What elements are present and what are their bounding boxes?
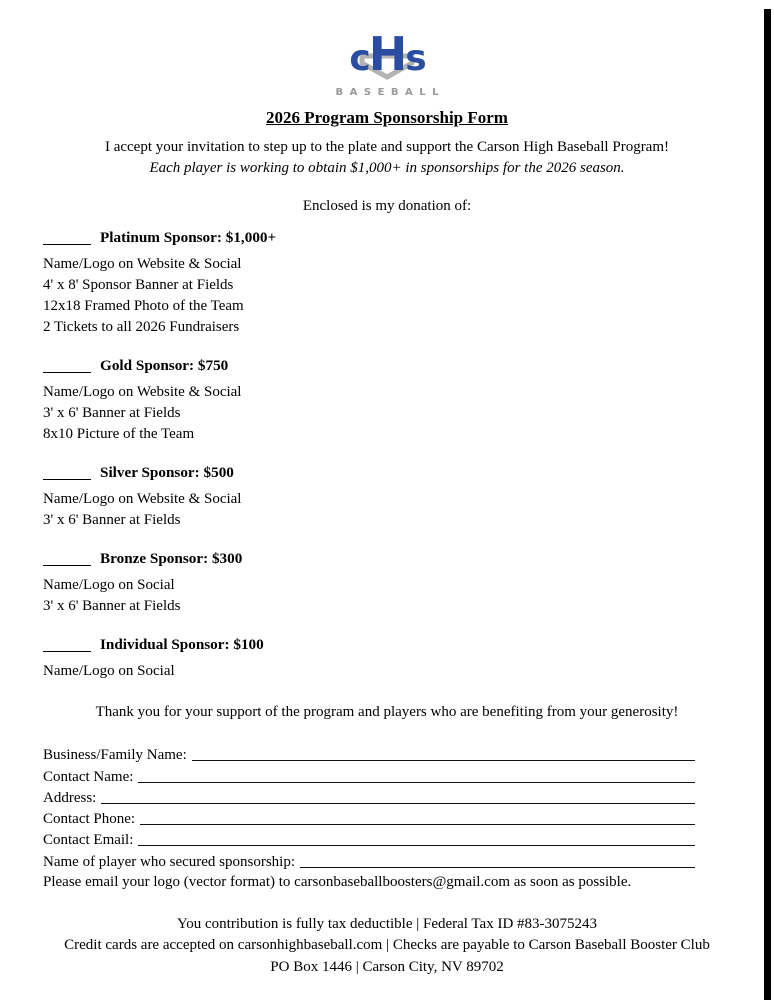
field-business-family-name (43, 743, 695, 764)
field-label: Business/Family Name: (43, 747, 187, 764)
tier-benefit: Name/Logo on Website & Social (43, 384, 242, 400)
tier-select-blank[interactable] (43, 360, 91, 373)
tier-label: Silver Sponsor: $500 (100, 464, 234, 481)
tier-label: Individual Sponsor: $100 (100, 636, 264, 653)
footer-address-line: PO Box 1446 | Carson City, NV 89702 (270, 958, 504, 975)
field-player-name (43, 849, 695, 870)
field-address (43, 786, 695, 807)
tier-label: Gold Sponsor: $750 (100, 357, 229, 374)
tier-heading (43, 229, 731, 247)
tier-heading (43, 464, 731, 482)
tier-label: Bronze Sponsor: $300 (100, 550, 243, 567)
tier-silver (43, 464, 731, 531)
page-title: 2026 Program Sponsorship Form (266, 108, 508, 127)
footer-tax-line: You contribution is fully tax deductible | Federal Tax ID #83-3075243 (176, 915, 598, 932)
tier-benefit: Name/Logo on Social (43, 663, 175, 679)
tier-select-blank[interactable] (43, 232, 91, 245)
tier-benefit: 4' x 8' Sponsor Banner at Fields (43, 277, 234, 293)
field-label: Contact Phone: (43, 811, 136, 828)
field-fill-line[interactable] (192, 760, 695, 761)
tier-benefit: Name/Logo on Website & Social (43, 256, 242, 272)
tier-label: Platinum Sponsor: $1,000+ (100, 229, 277, 246)
chs-baseball-logo (322, 34, 452, 98)
field-fill-line[interactable] (101, 803, 695, 804)
field-label: Contact Name: (43, 768, 134, 785)
tier-benefit: 8x10 Picture of the Team (43, 426, 195, 442)
intro-line-1: I accept your invitation to step up to the plate and support the Carson High Baseball Program! (104, 139, 670, 155)
logo-wordmark: BASEBALL (335, 87, 445, 98)
field-contact-phone (43, 807, 695, 828)
logo-email-note: Please email your logo (vector format) to carsonbaseballboosters@gmail.com as soon as possible. (43, 873, 632, 890)
field-fill-line[interactable] (140, 824, 695, 825)
tier-benefit: 2 Tickets to all 2026 Fundraisers (43, 319, 240, 335)
footer-payment-line: Credit cards are accepted on carsonhighbaseball.com | Checks are payable to Carson Baseball Booster Club (64, 937, 710, 954)
logo-letters: cHs (349, 34, 425, 80)
field-contact-email (43, 828, 695, 849)
thank-you-text: Thank you for your support of the program and players who are benefiting from your generosity! (95, 704, 679, 720)
intro-line-2: Each player is working to obtain $1,000+ in sponsorships for the 2026 season. (149, 159, 625, 176)
tier-heading (43, 636, 731, 654)
scan-edge-artifact (764, 9, 771, 1000)
tier-select-blank[interactable] (43, 553, 91, 566)
logo (0, 0, 774, 100)
tier-bronze (43, 550, 731, 617)
field-label: Contact Email: (43, 832, 134, 849)
sponsor-tiers (0, 229, 774, 682)
tier-benefit: 3' x 6' Banner at Fields (43, 512, 181, 528)
tier-select-blank[interactable] (43, 467, 91, 480)
tier-individual (43, 636, 731, 682)
donation-prompt: Enclosed is my donation of: (302, 198, 472, 214)
tier-benefit: 3' x 6' Banner at Fields (43, 405, 181, 421)
contact-form-fields (0, 743, 774, 871)
tier-benefit: 12x18 Framed Photo of the Team (43, 298, 244, 314)
field-fill-line[interactable] (138, 845, 695, 846)
field-label: Name of player who secured sponsorship: (43, 853, 296, 870)
field-label: Address: (43, 789, 97, 806)
tier-benefit: Name/Logo on Website & Social (43, 491, 242, 507)
tier-heading (43, 550, 731, 568)
tier-benefit: 3' x 6' Banner at Fields (43, 598, 181, 614)
tier-heading (43, 357, 731, 375)
tier-benefit: Name/Logo on Social (43, 577, 175, 593)
field-fill-line[interactable] (300, 867, 695, 868)
chs-logo-graphic (322, 34, 452, 80)
footer (0, 914, 774, 979)
tier-gold (43, 357, 731, 445)
tier-select-blank[interactable] (43, 639, 91, 652)
field-fill-line[interactable] (138, 782, 695, 783)
intro-text (0, 137, 774, 178)
tier-platinum (43, 229, 731, 338)
field-contact-name (43, 764, 695, 785)
